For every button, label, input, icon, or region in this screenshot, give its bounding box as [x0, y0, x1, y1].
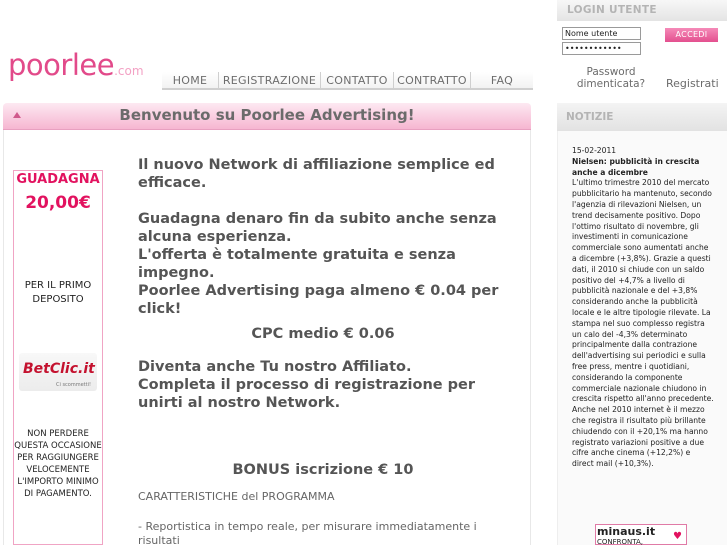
main-nav	[162, 72, 533, 90]
nav-registrazione[interactable]: REGISTRAZIONE	[218, 72, 320, 88]
news-header	[557, 103, 727, 131]
minaus-banner[interactable]	[595, 524, 687, 545]
password-input[interactable]	[562, 42, 641, 55]
nav-home[interactable]: HOME	[162, 72, 218, 88]
news-headline[interactable]: Nielsen: pubblicità in crescita anche a dicembre	[572, 156, 700, 177]
features-title: CARATTERISTICHE del PROGRAMMA	[138, 490, 335, 503]
promo-deposit-text: PER IL PRIMO DEPOSITO	[24, 280, 92, 305]
feature-item: - Reportistica in tempo reale, per misurare immediatamente i risultati	[138, 520, 477, 545]
minaus-tagline: CONFRONTA,	[597, 538, 644, 545]
bonus-text: BONUS iscrizione € 10	[232, 462, 414, 478]
news-date: 15-02-2011	[572, 146, 617, 155]
intro-line-2: L'offerta è totalmente gratuita e senza impegno.	[138, 247, 456, 281]
welcome-header	[3, 103, 531, 130]
username-input[interactable]	[562, 27, 641, 40]
cpc-text: CPC medio € 0.06	[251, 326, 395, 342]
betclic-promo-banner[interactable]	[13, 170, 103, 545]
intro-line-1: Guadagna denaro fin da subito anche senza alcuna esperienza.	[138, 211, 497, 245]
betclic-tagline: Ci scommetti!	[55, 382, 91, 388]
welcome-title: Benvenuto su Poorlee Advertising!	[119, 106, 415, 124]
login-button[interactable]: ACCEDI	[665, 28, 718, 42]
news-body: L'ultimo trimestre 2010 del mercato pubblicitario ha mantenuto, secondo l'agenzia di rilevazioni Nielsen, un trend decisamente positivo. Dopo l'ottimo risultato di novembre, gli investimenti in comunicazione commerciale sono aumentati anche a dicembre (+3,8%). Grazie a questi dati, il 2010 si chiude con un saldo positivo del +4,7% a livello di pubblicità nazionale e del +3,8% considerando anche la pubblicità locale e le altre tipologie rilevate. La stampa nel suo complesso registra un calo del -4,3% determinato principalmente dalla contrazione dell'advertising sui periodici e sulla free press, mentre i quotidiani, considerando la componente commerciale nazionale chiudono in crescita rispetto all'anno precedente. Anche nel 2010 internet è il mezzo che registra il risultato più brillante chiudendo con il +20,1% ma hanno registrato variazioni positive a due cifre anche cinema (+12,2%) e direct mail (+10,3%).	[572, 178, 714, 469]
cta-line-1: Diventa anche Tu nostro Affiliato.	[138, 359, 412, 375]
logo-suffix: .com	[114, 64, 144, 78]
promo-headline: GUADAGNA	[16, 172, 100, 187]
news-title: NOTIZIE	[566, 111, 614, 123]
heart-icon: ♥	[673, 531, 682, 542]
login-title: LOGIN UTENTE	[567, 4, 657, 16]
nav-faq[interactable]: FAQ	[470, 72, 533, 88]
betclic-logo	[19, 353, 97, 391]
forgot-password-link[interactable]: Password dimenticata?	[576, 66, 646, 90]
intro-text: Il nuovo Network di affiliazione semplice ed efficace.	[138, 157, 495, 191]
minaus-name: minaus.it	[597, 525, 656, 538]
logo-name: poorlee	[8, 48, 115, 82]
site-logo[interactable]	[8, 48, 144, 82]
promo-amount: 20,00€	[25, 193, 91, 213]
betclic-brand: BetClic.it	[23, 361, 95, 377]
intro-line-3: Poorlee Advertising paga almeno € 0.04 per click!	[138, 283, 499, 317]
login-header	[557, 0, 727, 21]
register-link[interactable]: Registrati	[666, 77, 719, 90]
nav-contratto[interactable]: CONTRATTO	[393, 72, 470, 88]
promo-message: NON PERDERE QUESTA OCCASIONE PER RAGGIUNGERE VELOCEMENTE L'IMPORTO MINIMO DI PAGAMENTO.	[14, 429, 102, 499]
news-item	[572, 146, 714, 470]
cta-line-2: Completa il processo di registrazione per unirti al nostro Network.	[138, 377, 476, 411]
nav-contatto[interactable]: CONTATTO	[320, 72, 393, 88]
intro-content	[138, 156, 508, 545]
